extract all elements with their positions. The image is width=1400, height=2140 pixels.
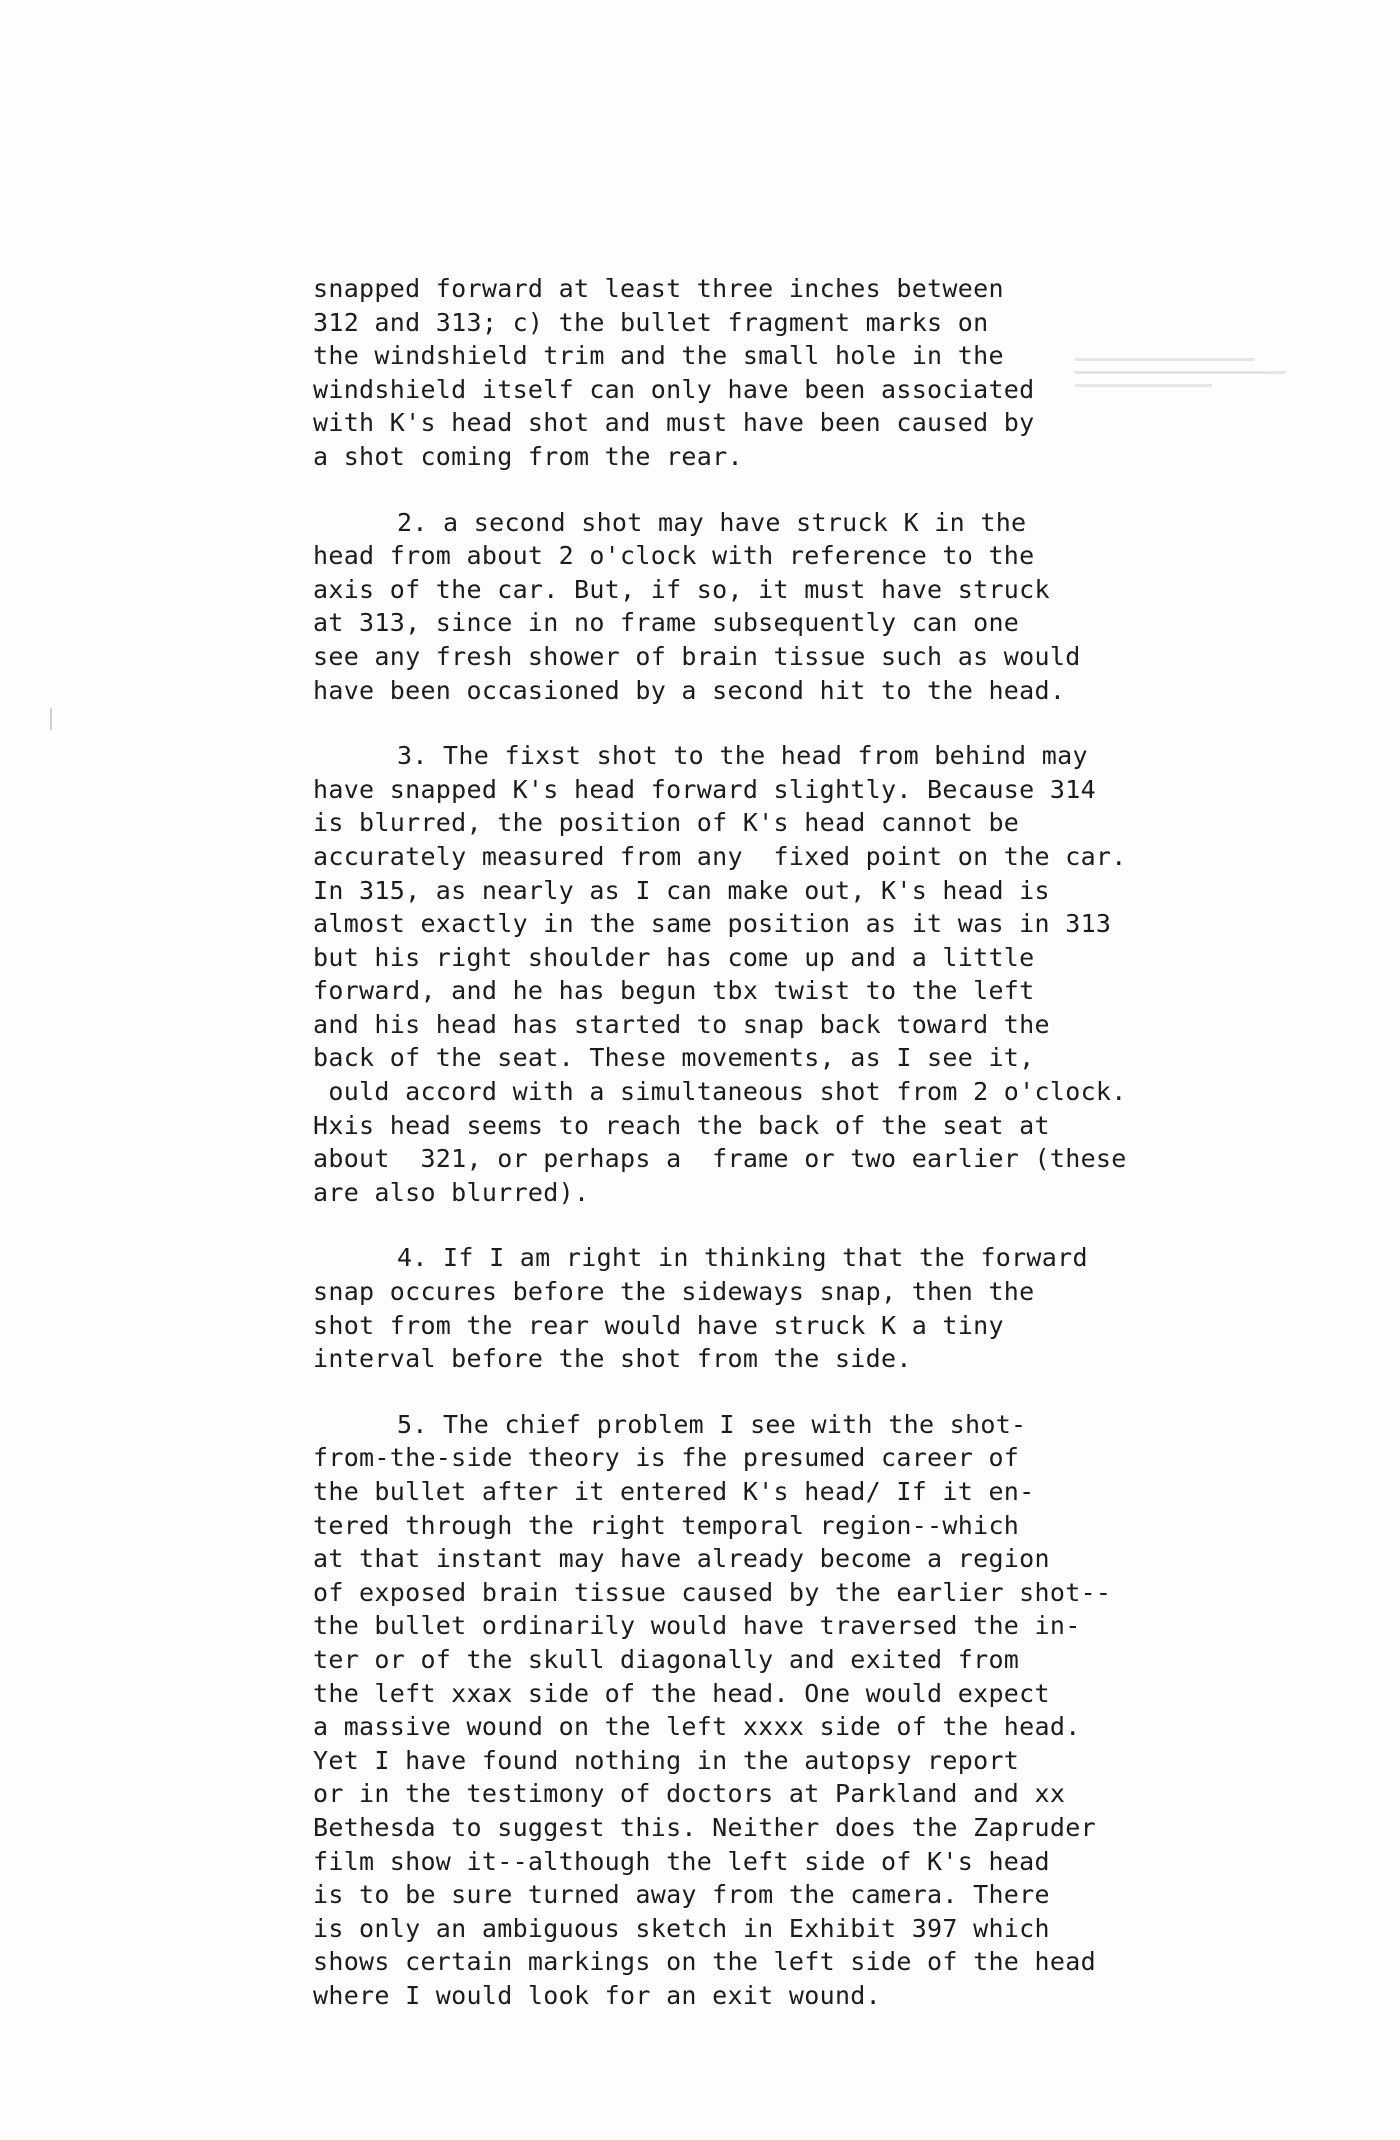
text-line: back of the seat. These movements, as I see it, [313, 1043, 1035, 1073]
text-line: In 315, as nearly as I can make out, K's head is [313, 875, 1050, 905]
text-line: at that instant may have already become a region [313, 1544, 1050, 1574]
text-line: Yet I have found nothing in the autopsy report [313, 1745, 1020, 1775]
text-line: Hxis head seems to reach the back of the seat at [313, 1110, 1050, 1140]
text-line: is only an ambiguous sketch in Exhibit 397 which [313, 1913, 1050, 1943]
text-line: or in the testimony of doctors at Parkland and xx [313, 1779, 1066, 1809]
paragraph-point-3 [313, 739, 1213, 1209]
typescript-body [313, 272, 1213, 2045]
text-line: head from about 2 o'clock with reference to the [313, 541, 1035, 571]
text-line: forward, and he has begun tbx twist to the left [313, 976, 1035, 1006]
text-line: film show it--although the left side of K's head [313, 1846, 1050, 1876]
text-line: axis of the car. But, if so, it must have struck [313, 574, 1050, 604]
text-line: Bethesda to suggest this. Neither does the Zapruder [313, 1812, 1096, 1842]
text-line: tered through the right temporal region--which [313, 1510, 1020, 1540]
text-line: but his right shoulder has come up and a little [313, 942, 1035, 972]
text-line: accurately measured from any fixed point on the car. [313, 841, 1127, 871]
paragraph-continuation [313, 272, 1213, 474]
text-line: 4. If I am right in thinking that the forward [397, 1243, 1088, 1273]
margin-mark [50, 708, 52, 730]
text-line: the windshield trim and the small hole in the [313, 341, 1004, 371]
text-line: snap occures before the sideways snap, then the [313, 1277, 1035, 1307]
text-line: is blurred, the position of K's head cannot be [313, 808, 1020, 838]
text-line: ould accord with a simultaneous shot from 2 o'clock. [313, 1077, 1127, 1107]
text-line: are also blurred). [313, 1177, 590, 1207]
text-line: a massive wound on the left xxxx side of the head. [313, 1712, 1081, 1742]
text-line: is to be sure turned away from the camera. There [313, 1880, 1050, 1910]
text-line: the bullet ordinarily would have traversed the in- [313, 1611, 1081, 1641]
text-line: snapped forward at least three inches between [313, 274, 1004, 303]
text-line: ter or of the skull diagonally and exited from [313, 1644, 1020, 1674]
paragraph-point-2 [313, 506, 1213, 708]
text-line: 2. a second shot may have struck K in the [397, 507, 1027, 537]
text-line: where I would look for an exit wound. [313, 1980, 881, 2010]
paragraph-point-4 [313, 1241, 1213, 1375]
text-line: windshield itself can only have been associated [313, 374, 1035, 404]
paragraph-point-5 [313, 1408, 1213, 2013]
text-line: with K's head shot and must have been caused by [313, 408, 1035, 438]
text-line: interval before the shot from the side. [313, 1344, 912, 1374]
text-line: see any fresh shower of brain tissue such as would [313, 641, 1081, 671]
text-line: of exposed brain tissue caused by the earlier shot-- [313, 1577, 1112, 1607]
text-line: shows certain markings on the left side of the head [313, 1947, 1096, 1977]
text-line: have snapped K's head forward slightly. Because 314 [313, 774, 1096, 804]
text-line: shot from the rear would have struck K a tiny [313, 1310, 1004, 1340]
text-line: almost exactly in the same position as it was in 313 [313, 909, 1112, 939]
text-line: a shot coming from the rear. [313, 441, 743, 471]
text-line: at 313, since in no frame subsequently can one [313, 608, 1020, 638]
text-line: and his head has started to snap back toward the [313, 1009, 1050, 1039]
text-line: 312 and 313; c) the bullet fragment marks on [313, 307, 989, 337]
text-line: the bullet after it entered K's head/ If it en- [313, 1477, 1035, 1506]
text-line: from-the-side theory is fhe presumed career of [313, 1443, 1020, 1473]
text-line: the left xxax side of the head. One would expect [313, 1678, 1050, 1708]
text-line: 5. The chief problem I see with the shot- [397, 1409, 1027, 1439]
text-line: 3. The fixst shot to the head from behind may [397, 741, 1088, 771]
text-line: about 321, or perhaps a frame or two earlier (these [313, 1144, 1127, 1174]
text-line: have been occasioned by a second hit to the head. [313, 675, 1066, 705]
